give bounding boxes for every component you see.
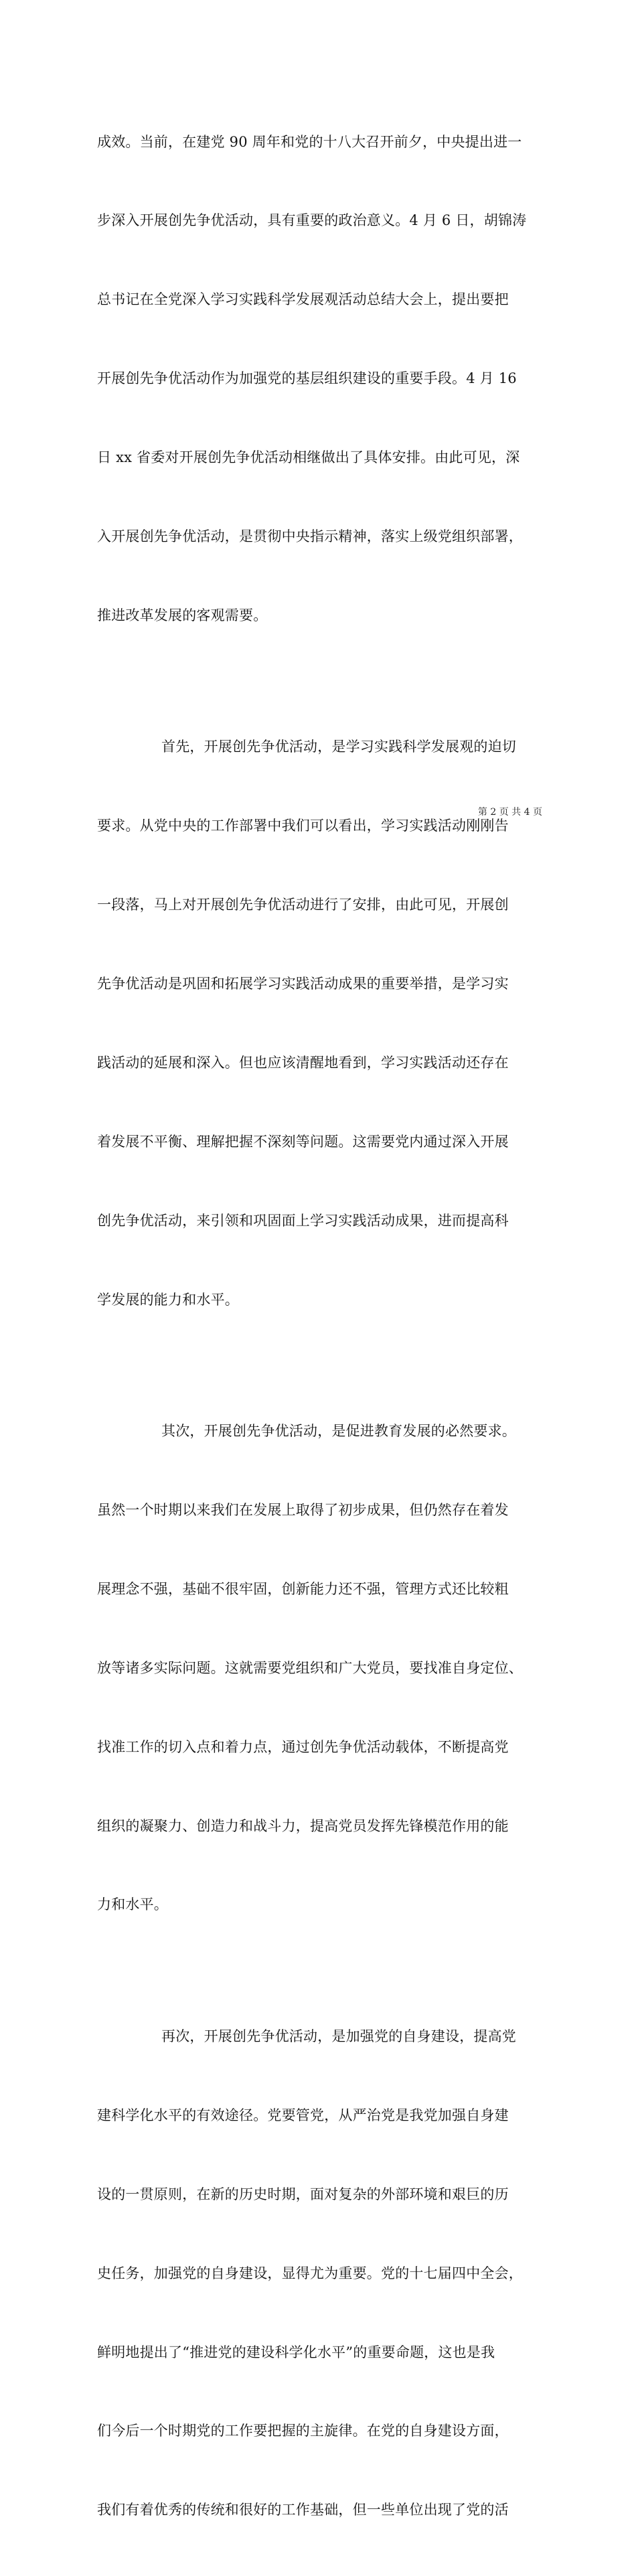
text-line: 其次，开展创先争优活动，是促进教育发展的必然要求。 (161, 1423, 516, 1440)
text-line: 们今后一个时期党的工作要把握的主旋律。在党的自身建设方面， (97, 2423, 509, 2439)
text-line: 组织的凝聚力、创造力和战斗力，提高党员发挥先锋模范作用的能 (97, 1817, 509, 1834)
text-line: 创先争优活动，来引领和巩固面上学习实践活动成果，进而提高科 (97, 1212, 509, 1229)
text-line: 着发展不平衡、理解把握不深刻等问题。这需要党内通过深入开展 (97, 1133, 509, 1150)
text-line: 总书记在全党深入学习实践科学发展观活动总结大会上，提出要把 (97, 291, 509, 308)
text-line: 设的一贯原则，在新的历史时期，面对复杂的外部环境和艰巨的历 (97, 2186, 509, 2202)
text-line: 要求。从党中央的工作部署中我们可以看出，学习实践活动刚刚告 (97, 818, 509, 834)
text-line: 一段落，马上对开展创先争优活动进行了安排，由此可见，开展创 (97, 897, 509, 913)
text-line: 首先，开展创先争优活动，是学习实践科学发展观的迫切 (161, 739, 516, 755)
paragraph-3 (97, 1366, 546, 1971)
text-line: 鲜明地提出了“推进党的建设科学化水平”的重要命题，这也是我 (97, 2344, 495, 2360)
text-line: 再次，开展创先争优活动，是加强党的自身建设，提高党 (161, 2028, 516, 2044)
text-line: 先争优活动是巩固和拓展学习实践活动成果的重要举措，是学习实 (97, 976, 509, 992)
text-line: 力和水平。 (97, 1896, 168, 1913)
text-line: 学发展的能力和水平。 (97, 1291, 239, 1308)
text-line: 找准工作的切入点和着力点，通过创先争优活动载体，不断提高党 (97, 1738, 509, 1755)
paragraph-2 (97, 682, 546, 1366)
text-line: 推进改革发展的客观需要。 (97, 607, 268, 623)
text-line: 成效。当前，在建党 90 周年和党的十八大召开前夕，中央提出进一 (97, 133, 522, 150)
text-line: 开展创先争优活动作为加强党的基层组织建设的重要手段。4 月 16 (97, 370, 517, 387)
text-line: 展理念不强，基础不很牢固，创新能力还不强，管理方式还比较粗 (97, 1580, 509, 1597)
text-line: 我们有着优秀的传统和很好的工作基础，但一些单位出现了党的活 (97, 2502, 509, 2518)
text-line: 放等诸多实际问题。这就需要党组织和广大党员，要找准自身定位、 (97, 1659, 523, 1676)
text-line: 日 xx 省委对开展创先争优活动相继做出了具体安排。由此可见，深 (97, 449, 520, 466)
text-line: 践活动的延展和深入。但也应该清醒地看到，学习实践活动还存在 (97, 1054, 509, 1071)
text-line: 史任务，加强党的自身建设，显得尤为重要。党的十七届四中全会， (97, 2265, 523, 2281)
page-number-footer: 第 2 页 共 4 页 (477, 807, 542, 818)
text-line: 虽然一个时期以来我们在发展上取得了初步成果，但仍然存在着发 (97, 1502, 509, 1519)
paragraph-4 (97, 1971, 546, 2576)
paragraph-1 (97, 76, 546, 682)
text-line: 入开展创先争优活动，是贯彻中央指示精神，落实上级党组织部署， (97, 528, 523, 545)
body-text (97, 76, 546, 2576)
text-line: 步深入开展创先争优活动，具有重要的政治意义。4 月 6 日，胡锦涛 (97, 212, 527, 229)
text-line: 建科学化水平的有效途径。党要管党，从严治党是我党加强自身建 (97, 2107, 509, 2123)
